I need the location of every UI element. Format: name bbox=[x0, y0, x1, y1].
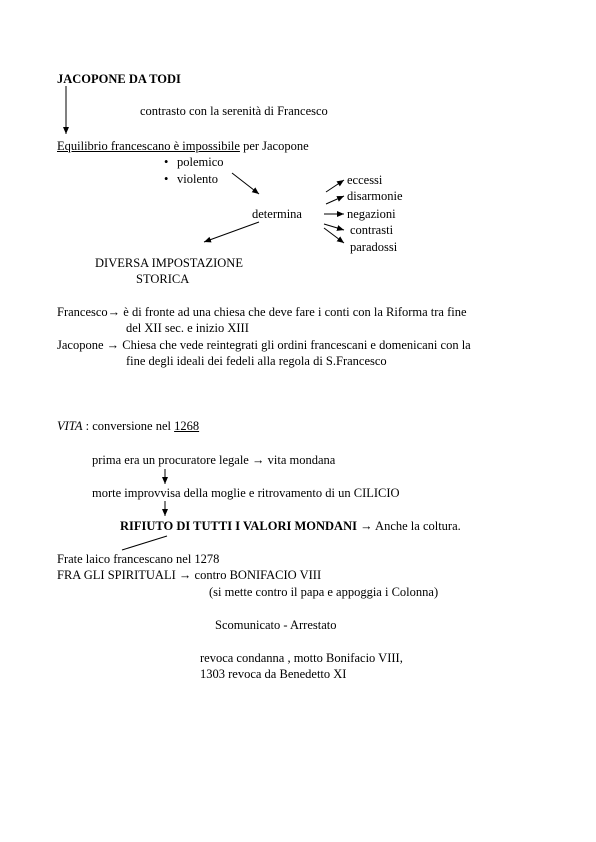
scomunicato-line: Scomunicato - Arrestato bbox=[215, 618, 337, 632]
spirituali-after: contro BONIFACIO VIII bbox=[191, 568, 322, 582]
equilibrio-rest: per Jacopone bbox=[239, 139, 309, 153]
francesco-label: Francesco bbox=[57, 305, 108, 319]
arrow-icon: → bbox=[252, 453, 265, 467]
equilibrio-line bbox=[57, 139, 309, 154]
spirituali-text: FRA GLI SPIRITUALI bbox=[57, 568, 179, 582]
rifiuto-after: Anche la coltura. bbox=[372, 519, 461, 533]
fan-arrow-contrasti bbox=[324, 224, 344, 230]
prima-after: vita mondana bbox=[264, 453, 336, 467]
jacopone-line2: fine degli ideali dei fedeli alla regola di S.Francesco bbox=[126, 354, 387, 368]
violento-to-determina-arrow bbox=[232, 173, 259, 194]
determina-to-diversa-arrow bbox=[204, 222, 259, 242]
vita-label: VITA bbox=[57, 419, 83, 433]
rifiuto-to-frate-arrow bbox=[122, 536, 167, 550]
arrow-icon: → bbox=[107, 305, 121, 319]
frate-line: Frate laico francescano nel 1278 bbox=[57, 552, 220, 566]
effect-negazioni: negazioni bbox=[347, 207, 396, 221]
page-title: JACOPONE DA TODI bbox=[57, 72, 181, 86]
fan-arrow-paradossi bbox=[324, 228, 344, 243]
vita-line bbox=[57, 419, 199, 434]
effect-eccessi: eccessi bbox=[347, 173, 383, 187]
morte-line: morte improvvisa della moglie e ritrovamento di un CILICIO bbox=[92, 486, 400, 500]
revoca-line1: revoca condanna , motto Bonifacio VIII, bbox=[200, 651, 403, 665]
francesco-text: è di fronte ad una chiesa che deve fare i conti con la Riforma tra fine bbox=[120, 305, 467, 319]
jacopone-text: Chiesa che vede reintegrati gli ordini francescani e domenicani con la bbox=[119, 338, 471, 352]
spirituali-line bbox=[57, 568, 321, 583]
francesco-line2: del XII sec. e inizio XIII bbox=[126, 321, 249, 335]
contrasto-text: contrasto con la serenità di Francesco bbox=[140, 104, 328, 118]
bullet-item-violento: • violento bbox=[177, 172, 218, 187]
vita-text: : conversione nel bbox=[82, 419, 175, 433]
revoca-line2: 1303 revoca da Benedetto XI bbox=[200, 667, 347, 681]
arrow-icon: → bbox=[106, 338, 120, 352]
jacopone-line1 bbox=[57, 338, 471, 353]
bullet-item-polemico: • polemico bbox=[177, 155, 224, 170]
effect-contrasti: contrasti bbox=[350, 223, 394, 237]
fan-arrow-eccessi bbox=[326, 180, 344, 192]
prima-text: prima era un procuratore legale bbox=[92, 453, 252, 467]
francesco-line1 bbox=[57, 305, 467, 320]
equilibrio-underlined: Equilibrio francescano è impossibile bbox=[57, 139, 240, 153]
si-mette-line: (si mette contro il papa e appoggia i Colonna) bbox=[209, 585, 439, 599]
rifiuto-line bbox=[120, 519, 461, 534]
arrow-icon: → bbox=[360, 519, 373, 533]
effect-disarmonie: disarmonie bbox=[347, 189, 403, 203]
vita-year: 1268 bbox=[174, 419, 200, 433]
jacopone-label: Jacopone bbox=[57, 338, 107, 352]
diversa-line2: STORICA bbox=[136, 272, 190, 286]
rifiuto-bold: RIFIUTO DI TUTTI I VALORI MONDANI bbox=[120, 519, 361, 533]
diversa-line1: DIVERSA IMPOSTAZIONE bbox=[95, 256, 243, 270]
arrow-icon: → bbox=[178, 568, 192, 582]
prima-line bbox=[92, 453, 335, 468]
determina-text: determina bbox=[252, 207, 302, 221]
fan-arrow-disarmonie bbox=[326, 196, 344, 204]
effect-paradossi: paradossi bbox=[350, 240, 398, 254]
